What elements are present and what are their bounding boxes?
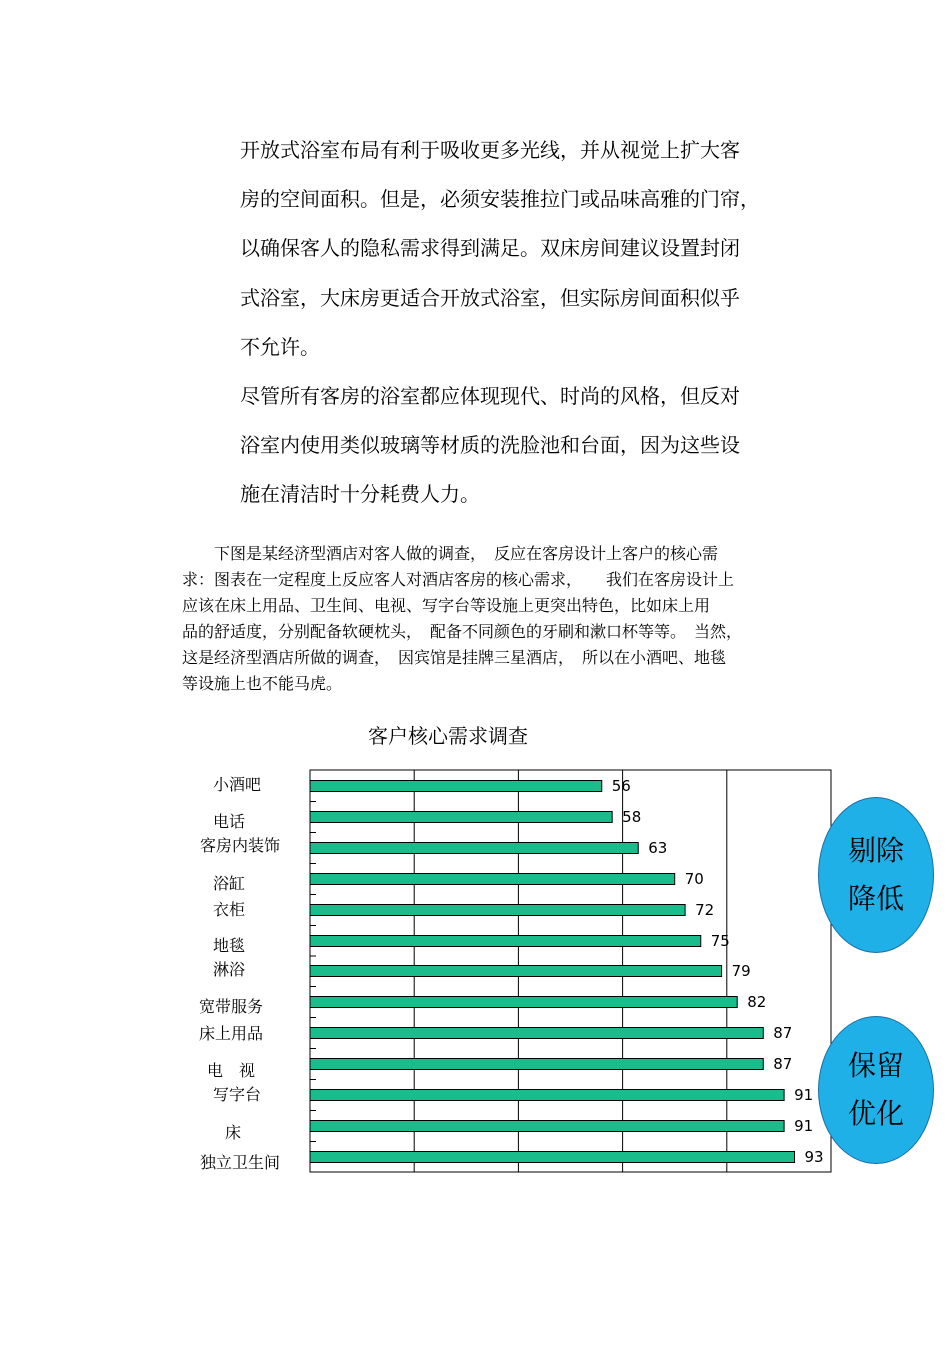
text-line: 式浴室，大床房更适合开放式浴室，但实际房间面积似乎 (240, 285, 740, 310)
bar (310, 1121, 784, 1132)
text-line: 品的舒适度，分别配备软硬枕头， 配备不同颜色的牙刷和漱口杯等等。 当然， (182, 622, 743, 641)
text-line: 施在清洁时十分耗费人力。 (240, 482, 480, 507)
chart-title: 客户核心需求调查 (368, 724, 528, 748)
bubble-text: 保留 (847, 1049, 904, 1082)
category-label: 床上用品 (198, 1024, 264, 1043)
bar (310, 843, 638, 854)
value-label: 82 (747, 993, 767, 1011)
keep-optimize-bubble (818, 1016, 934, 1164)
text-line: 应该在床上用品、卫生间、电视、写字台等设施上更突出特色，比如床上用 (182, 596, 711, 615)
category-label: 写字台 (212, 1085, 262, 1104)
bar (310, 874, 675, 885)
eliminate-reduce-bubble (818, 797, 934, 953)
bar (310, 936, 701, 947)
value-label: 91 (794, 1086, 814, 1104)
category-label: 电话 (212, 812, 246, 831)
value-label: 58 (622, 808, 642, 826)
text-line: 房的空间面积。但是，必须安装推拉门或品味高雅的门帘， (240, 187, 760, 212)
value-label: 72 (695, 901, 715, 919)
category-label: 浴缸 (212, 874, 246, 893)
category-label: 地毯 (212, 936, 246, 955)
category-label: 宽带服务 (198, 997, 264, 1016)
value-label: 87 (773, 1024, 793, 1042)
category-label: 床 (224, 1123, 242, 1142)
bar (310, 812, 612, 823)
text-line: 这是经济型酒店所做的调查， 因宾馆是挂牌三星酒店， 所以在小酒吧、地毯 (182, 648, 727, 667)
value-label: 87 (773, 1055, 793, 1073)
category-label: 衣柜 (212, 900, 246, 919)
value-label: 93 (804, 1148, 824, 1166)
bar (310, 966, 722, 977)
text-line: 开放式浴室布局有利于吸收更多光线，并从视觉上扩大客 (240, 138, 740, 162)
bubble-text: 剔除 (847, 834, 904, 867)
bubble-text: 优化 (847, 1097, 904, 1130)
value-label: 63 (648, 839, 668, 857)
text-line: 下图是某经济型酒店对客人做的调查， 反应在客房设计上客户的核心需 (182, 544, 719, 563)
text-line: 尽管所有客房的浴室都应体现现代、时尚的风格，但反对 (240, 384, 740, 409)
category-label: 独立卫生间 (199, 1153, 281, 1172)
value-label: 70 (684, 870, 704, 888)
value-label: 75 (710, 932, 730, 950)
text-line: 以确保客人的隐私需求得到满足。双床房间建议设置封闭 (240, 236, 740, 261)
bar (310, 1059, 763, 1070)
category-label: 客房内装饰 (199, 836, 281, 855)
value-label: 79 (731, 962, 751, 980)
text-line: 求：图表在一定程度上反应客人对酒店客房的核心需求， 我们在客房设计上 (182, 570, 735, 589)
bar (310, 1028, 763, 1039)
value-label: 91 (794, 1117, 814, 1135)
bar (310, 781, 602, 792)
category-label: 淋浴 (212, 960, 246, 979)
bar (310, 997, 737, 1008)
bar (310, 905, 685, 916)
bubble-text: 降低 (847, 882, 904, 915)
category-label: 小酒吧 (212, 775, 262, 794)
category-label: 电 视 (206, 1061, 256, 1080)
text-line: 不允许。 (240, 334, 320, 359)
text-line: 等设施上也不能马虎。 (182, 674, 343, 693)
value-label: 56 (611, 777, 631, 795)
bar (310, 1152, 795, 1163)
bar (310, 1090, 784, 1101)
text-line: 浴室内使用类似玻璃等材质的洗脸池和台面，因为这些设 (240, 433, 740, 458)
